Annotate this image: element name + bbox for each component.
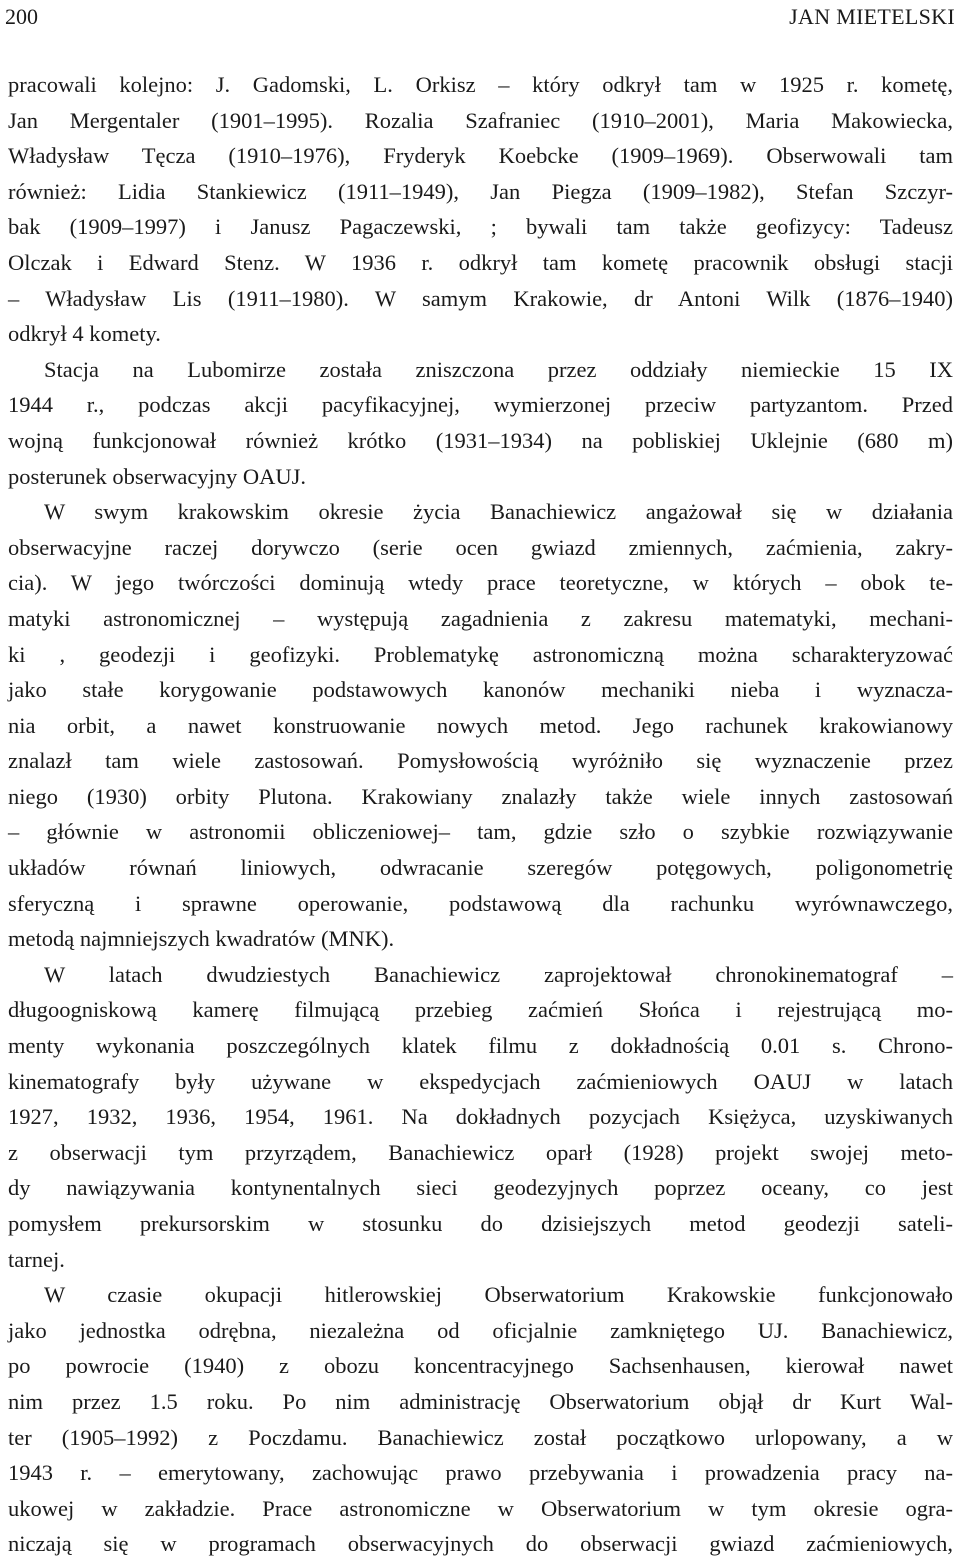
paragraph-first-line: Stacja na Lubomirze została zniszczona przez oddziały niemieckie 15 IX bbox=[44, 356, 953, 382]
text-line: – Władysław Lis (1911–1980). W samym Krakowie, dr Antoni Wilk (1876–1940) bbox=[8, 285, 953, 311]
page-number: 200 bbox=[5, 4, 38, 29]
text-line: metodą najmniejszych kwadratów (MNK). bbox=[8, 926, 395, 952]
text-line: matyki astronomicznej – występują zagadnienia z zakresu matematyki, mechani- bbox=[8, 605, 953, 631]
text-line: – głównie w astronomii obliczeniowej– tam, gdzie szło o szybkie rozwiązywanie bbox=[8, 819, 953, 845]
body-text bbox=[8, 67, 953, 1562]
text-line: 1943 r. – emerytowany, zachowując prawo przebywania i prowadzenia pracy na- bbox=[8, 1460, 953, 1486]
text-line: pracowali kolejno: J. Gadomski, L. Orkisz – który odkrył tam w 1925 r. kometę, bbox=[8, 72, 953, 97]
text-line: nia orbit, a nawet konstruowanie nowych metod. Jego rachunek krakowianowy bbox=[8, 712, 953, 738]
paragraph-first-line: W latach dwudziestych Banachiewicz zaprojektował chronokinematograf – bbox=[44, 961, 953, 987]
text-line: cia). W jego twórczości dominują wtedy prace teoretyczne, w których – obok te- bbox=[8, 570, 953, 596]
text-line: jako stałe korygowanie podstawowych kanonów mechaniki nieba i wyznacza- bbox=[8, 677, 953, 703]
text-line: ki , geodezji i geofizyki. Problematykę astronomiczną można scharakteryzować bbox=[8, 641, 953, 667]
text-line: tarnej. bbox=[8, 1246, 65, 1272]
text-line: jako jednostka odrębna, niezależna od oficjalnie zamkniętego UJ. Banachiewicz, bbox=[8, 1317, 953, 1343]
text-line: Olczak i Edward Stenz. W 1936 r. odkrył tam kometę pracownik obsługi stacji bbox=[8, 249, 953, 275]
text-line: niczają się w programach obserwacyjnych do obserwacji gwiazd zaćmieniowych, bbox=[8, 1531, 953, 1557]
text-line: po powrocie (1940) z obozu koncentracyjnego Sachsenhausen, kierował nawet bbox=[8, 1353, 953, 1379]
text-line: 1944 r., podczas akcji pacyfikacyjnej, wymierzonej przeciw partyzantom. Przed bbox=[8, 392, 953, 418]
text-line: kinematografy były używane w ekspedycjach zaćmieniowych OAUJ w latach bbox=[8, 1068, 953, 1094]
text-line: z obserwacji tym przyrządem, Banachiewicz oparł (1928) projekt swojej meto- bbox=[8, 1139, 953, 1165]
text-line: pomysłem prekursorskim w stosunku do dzisiejszych metod geodezji sateli- bbox=[8, 1211, 953, 1236]
text-line: Władysław Tęcza (1910–1976), Fryderyk Koebcke (1909–1969). Obserwowali tam bbox=[8, 143, 953, 169]
text-line: długoogniskową kamerę filmującą przebieg zaćmień Słońca i rejestrującą mo- bbox=[8, 997, 953, 1023]
paragraph-first-line: W swym krakowskim okresie życia Banachiewicz angażował się w działania bbox=[44, 499, 953, 525]
text-line: menty wykonania poszczególnych klatek filmu z dokładnością 0.01 s. Chrono- bbox=[8, 1033, 953, 1059]
text-line: wojną funkcjonował również krótko (1931–1934) na pobliskiej Uklejnie (680 m) bbox=[8, 427, 953, 453]
text-line: również: Lidia Stankiewicz (1911–1949), Jan Piegza (1909–1982), Stefan Szczyr- bbox=[8, 178, 953, 204]
text-line: bak (1909–1997) i Janusz Pagaczewski, ; bywali tam także geofizycy: Tadeusz bbox=[8, 214, 953, 240]
text-line: niego (1930) orbity Plutona. Krakowiany znalazły także wiele innych zastosowań bbox=[8, 783, 953, 809]
text-line: znalazł tam wiele zastosowań. Pomysłowością wyróżniło się wyznaczenie przez bbox=[8, 748, 953, 774]
text-line: ter (1905–1992) z Poczdamu. Banachiewicz został początkowo urlopowany, a w bbox=[8, 1424, 953, 1450]
text-line: układów równań liniowych, odwracanie szeregów potęgowych, poligonometrię bbox=[8, 855, 953, 881]
page-header bbox=[5, 2, 955, 32]
text-line: Jan Mergentaler (1901–1995). Rozalia Szafraniec (1910–2001), Maria Makowiecka, bbox=[8, 107, 953, 133]
text-line: obserwacyjne raczej dorywczo (serie ocen gwiazd zmiennych, zaćmienia, zakry- bbox=[8, 534, 953, 560]
running-head: JAN MIETELSKI bbox=[789, 4, 955, 29]
text-line: 1927, 1932, 1936, 1954, 1961. Na dokładnych pozycjach Księżyca, uzyskiwanych bbox=[8, 1104, 953, 1130]
text-line: odkrył 4 komety. bbox=[8, 321, 161, 347]
text-line: dy nawiązywania kontynentalnych sieci geodezyjnych poprzez oceany, co jest bbox=[8, 1175, 953, 1201]
paragraph-first-line: W czasie okupacji hitlerowskiej Obserwatorium Krakowskie funkcjonowało bbox=[44, 1282, 953, 1308]
text-line: sferyczną i sprawne operowanie, podstawową dla rachunku wyrównawczego, bbox=[8, 890, 953, 916]
text-line: posterunek obserwacyjny OAUJ. bbox=[8, 463, 307, 489]
text-line: nim przez 1.5 roku. Po nim administrację Obserwatorium objął dr Kurt Wal- bbox=[8, 1388, 953, 1414]
text-line: ukowej w zakładzie. Prace astronomiczne w Obserwatorium w tym okresie ogra- bbox=[8, 1495, 953, 1521]
